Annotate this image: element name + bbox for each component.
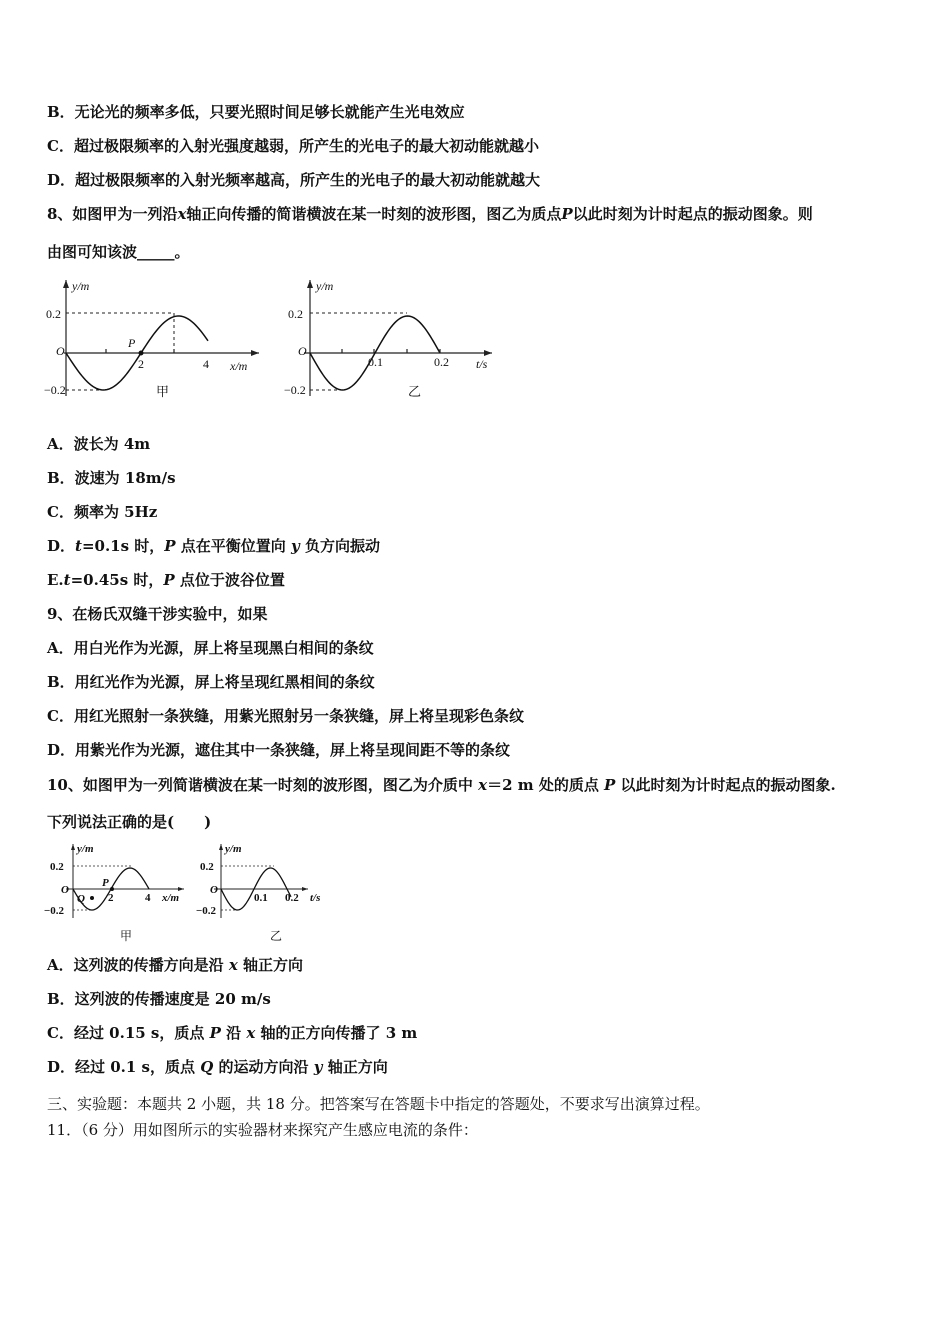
- point-q: [90, 896, 94, 900]
- figure-caption: 乙: [270, 929, 283, 943]
- q9-option-c: C．用红光照射一条狭缝，用紫光照射另一条狭缝，屏上将呈现彩色条纹: [47, 707, 524, 725]
- origin-label: O: [61, 884, 69, 896]
- x-axis-label: x/m: [230, 359, 248, 373]
- figure-caption: 甲: [120, 929, 133, 943]
- q11-stem: 11．（6 分）用如图所示的实验器材来探究产生感应电流的条件：: [47, 1121, 478, 1139]
- point-p: [110, 887, 114, 891]
- q10-option-b: B．这列波的传播速度是 20 m/s: [47, 990, 271, 1008]
- x-axis-label: x/m: [162, 892, 180, 904]
- q10-figure-yi: [196, 840, 336, 944]
- q8-option-e: E.t=0.45s 时，P 点位于波谷位置: [47, 571, 285, 589]
- origin-label: O: [298, 344, 307, 358]
- origin-label: O: [56, 344, 65, 358]
- q10-figure-jia: [44, 840, 194, 944]
- y-axis-label: y/m: [316, 279, 334, 293]
- point-p-label: P: [102, 877, 109, 889]
- section3-heading: 三、实验题：本题共 2 小题，共 18 分。把答案写在答题卡中指定的答题处，不要求写出演算过程。: [47, 1095, 710, 1113]
- point-p: [139, 351, 144, 356]
- q9-stem: 9、在杨氏双缝干涉实验中，如果: [47, 605, 268, 623]
- y-tick-bottom: −0.2: [44, 383, 66, 397]
- q10-option-a: A．这列波的传播方向是沿 x 轴正方向: [47, 956, 304, 974]
- q9-option-a: A．用白光作为光源，屏上将呈现黑白相间的条纹: [47, 639, 374, 657]
- q7-option-c: C．超过极限频率的入射光强度越弱，所产生的光电子的最大初动能就越小: [47, 137, 539, 155]
- y-axis-label: y/m: [77, 843, 94, 855]
- y-axis-label: y/m: [225, 843, 242, 855]
- q8-stem-line2: 由图可知该波_____。: [47, 243, 190, 261]
- y-tick-top: 0.2: [200, 861, 214, 873]
- t-tick-02: 0.2: [434, 355, 449, 369]
- t-tick-01: 0.1: [368, 355, 383, 369]
- t-tick-02: 0.2: [285, 892, 299, 904]
- q10-option-c: C．经过 0.15 s，质点 P 沿 x 轴的正方向传播了 3 m: [47, 1024, 418, 1042]
- q8-option-c: C．频率为 5Hz: [47, 503, 158, 521]
- q8-figure-jia: [44, 276, 264, 406]
- q8-figure-yi: [284, 276, 499, 406]
- figure-caption: 乙: [408, 384, 422, 399]
- x-tick-2: 2: [138, 357, 144, 371]
- q8-stem: 8、如图甲为一列沿x轴正向传播的简谐横波在某一时刻的波形图，图乙为质点P以此时刻为计时起点的振动图象。则: [47, 205, 813, 223]
- figure-caption: 甲: [156, 384, 170, 399]
- y-tick-top: 0.2: [50, 861, 64, 873]
- q10-stem-line2: 下列说法正确的是( ): [47, 813, 212, 831]
- q7-option-d: D．超过极限频率的入射光频率越高，所产生的光电子的最大初动能就越大: [47, 171, 541, 189]
- q8-option-d: D．t=0.1s 时，P 点在平衡位置向 y 负方向振动: [47, 537, 380, 555]
- q8-option-b: B．波速为 18m/s: [47, 469, 176, 487]
- point-q-label: Q: [77, 893, 85, 905]
- t-axis-label: t/s: [476, 357, 488, 371]
- y-tick-top: 0.2: [288, 307, 303, 321]
- y-tick-bottom: −0.2: [284, 383, 306, 397]
- point-p-label: P: [128, 336, 136, 350]
- t-axis-label: t/s: [310, 892, 321, 904]
- y-tick-bottom: −0.2: [44, 905, 65, 917]
- y-tick-top: 0.2: [46, 307, 61, 321]
- origin-label: O: [210, 884, 218, 896]
- q9-option-d: D．用紫光作为光源，遮住其中一条狭缝，屏上将呈现间距不等的条纹: [47, 741, 511, 759]
- x-tick-2: 2: [108, 892, 114, 904]
- y-axis-label: y/m: [72, 279, 90, 293]
- y-tick-bottom: −0.2: [196, 905, 217, 917]
- q7-option-b: B．无论光的频率多低，只要光照时间足够长就能产生光电效应: [47, 103, 465, 121]
- x-tick-4: 4: [145, 892, 151, 904]
- q8-option-a: A．波长为 4m: [47, 435, 151, 453]
- x-tick-4: 4: [203, 357, 209, 371]
- q10-stem: 10、如图甲为一列简谐横波在某一时刻的波形图，图乙为介质中 x＝2 m 处的质点 P 以此时刻为计时起点的振动图象.: [47, 776, 836, 794]
- t-tick-01: 0.1: [254, 892, 268, 904]
- q9-option-b: B．用红光作为光源，屏上将呈现红黑相间的条纹: [47, 673, 375, 691]
- q10-option-d: D．经过 0.1 s，质点 Q 的运动方向沿 y 轴正方向: [47, 1058, 388, 1076]
